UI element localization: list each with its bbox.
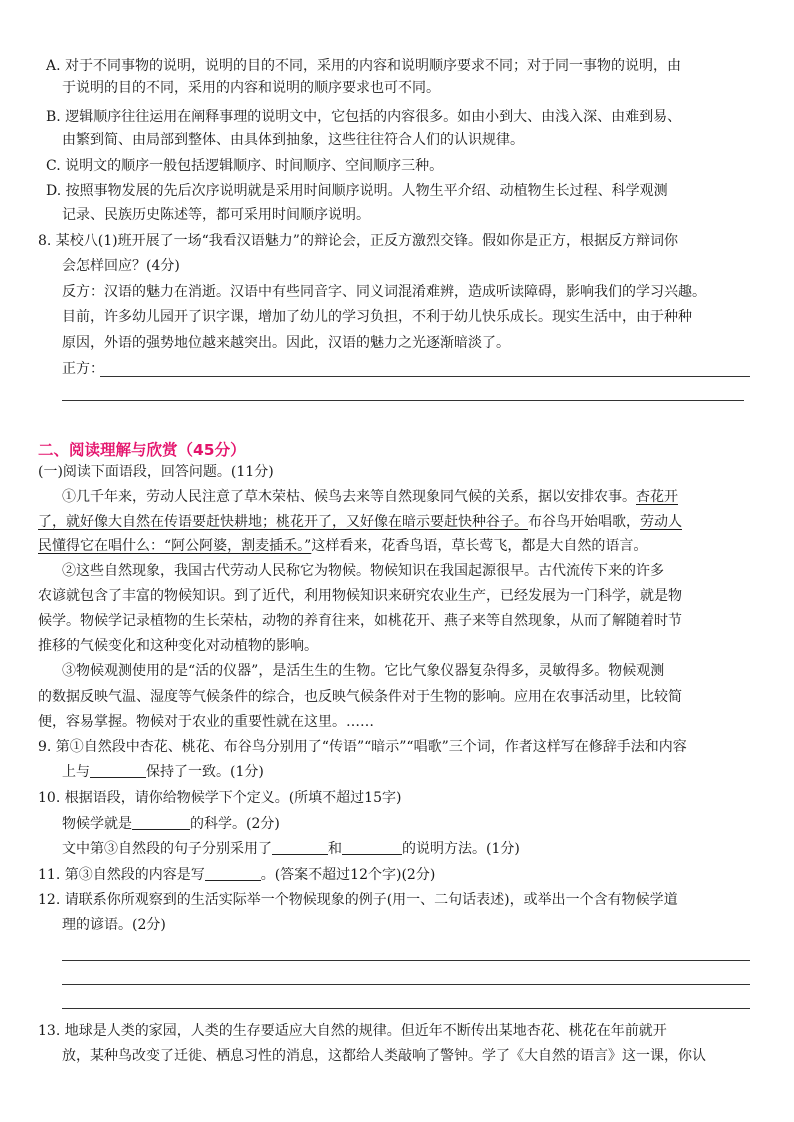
passage-p2-line3: 候学。物候学记录植物的生长荣枯，动物的养育往来，如桃花开、燕子来等自然现象，从而了解随着时节 — [38, 613, 682, 629]
q7-option-b-line2: 由繁到简、由局部到整体、由具体到抽象，这些往往符合人们的认识规律。 — [62, 132, 524, 148]
passage-p1-line3: 民懂得它在唱什么：“阿公阿婆，割麦插禾。”这样看来，花香鸟语，草长莺飞，都是大自然的语言。 — [38, 538, 648, 554]
passage-p1-line1: ①几千年来，劳动人民注意了草木荣枯、候鸟去来等自然现象同气候的关系，据以安排农事。杏花开 — [62, 489, 678, 505]
q12-line1: 12. 请联系你所观察到的生活实际举一个物候现象的例子(用一、二句话表述)，或举出一个含有物候学道 — [38, 892, 678, 908]
q11-blank[interactable] — [205, 866, 261, 881]
q12-answer-line-1[interactable] — [62, 960, 750, 961]
q8-opponent-line3: 原因，外语的强势地位越来越突出。因此，汉语的魅力之光逐渐暗淡了。 — [62, 335, 510, 351]
q10-method-blank-2[interactable] — [342, 840, 402, 855]
q8-opponent-line2: 目前，许多幼儿园开了识字课，增加了幼儿的学习负担，不利于幼儿快乐成长。现实生活中，由于种种 — [62, 309, 692, 325]
q8-opponent-line1: 反方：汉语的魅力在消逝。汉语中有些同音字、同义词混淆难辨，造成听读障碍，影响我们的学习兴趣。 — [62, 284, 706, 300]
q7-option-a-line2: 于说明的目的不同，采用的内容和说明的顺序要求也可不同。 — [62, 80, 440, 96]
q12-line2: 理的谚语。(2分) — [62, 917, 166, 933]
passage-p2-line4: 推移的气候变化和这种变化对动植物的影响。 — [38, 638, 318, 654]
q12-answer-line-3[interactable] — [62, 1008, 750, 1009]
underlined-sentence: 劳动人 — [640, 514, 682, 530]
passage-p2-line2: 农谚就包含了丰富的物候知识。到了近代，利用物候知识来研究农业生产，已经发展为一门科学，就是物 — [38, 588, 682, 604]
q10-line1: 10. 根据语段，请你给物候学下个定义。(所填不超过15字) — [38, 790, 402, 806]
section-title: 二、阅读理解与欣赏（45分） — [38, 441, 246, 459]
q8-proponent-label: 正方： — [62, 361, 104, 377]
passage-p2-line1: ②这些自然现象，我国古代劳动人民称它为物候。物候知识在我国起源很早。古代流传下来的许多 — [62, 563, 664, 579]
q9-line2: 上与 保持了一致。(1分) — [62, 764, 264, 780]
q7-option-d-line2: 记录、民族历史陈述等，都可采用时间顺序说明。 — [62, 207, 370, 223]
passage-p3-line2: 的数据反映气温、湿度等气候条件的综合，也反映气候条件对于生物的影响。应用在农事活动里，比较简 — [38, 689, 682, 705]
underlined-sentence: 了，就好像大自然在传语要赶快耕地；桃花开了，又好像在暗示要赶快种谷子。 — [38, 514, 528, 530]
q12-answer-line-2[interactable] — [62, 984, 750, 985]
q11-line: 11. 第③自然段的内容是写 。(答案不超过12个字)(2分) — [38, 867, 436, 883]
q13-line2: 放，某种鸟改变了迁徙、栖息习性的消息，这都给人类敲响了警钟。学了《大自然的语言》这一课，你认 — [62, 1048, 706, 1064]
q8-question-line2: 会怎样回应？(4分) — [62, 258, 180, 274]
passage-p3-line3: 便，容易掌握。物候对于农业的重要性就在这里。…… — [38, 714, 374, 730]
q8-question-line1: 8. 某校八(1)班开展了一场“我看汉语魅力”的辩论会，正反方激烈交锋。假如你是正方，根据反方辩词你 — [38, 233, 678, 249]
q7-option-c: C. 说明文的顺序一般包括逻辑顺序、时间顺序、空间顺序三种。 — [46, 158, 444, 174]
q13-line1: 13. 地球是人类的家园，人类的生存要适应大自然的规律。但近年不断传出某地杏花、桃花在年前就开 — [38, 1023, 667, 1039]
reading-intro: (一)阅读下面语段，回答问题。(11分) — [38, 464, 274, 480]
q10-line2: 物候学就是 的科学。(2分) — [62, 816, 280, 832]
q8-answer-line-2[interactable] — [62, 400, 744, 401]
underlined-sentence: 杏花开 — [636, 489, 678, 505]
q7-option-a-line1: A. 对于不同事物的说明，说明的目的不同，采用的内容和说明顺序要求不同；对于同一事物的说明，由 — [46, 58, 682, 74]
q10-method-blank-1[interactable] — [272, 840, 328, 855]
underlined-sentence: 民懂得它在唱什么：“阿公阿婆，割麦插禾。” — [38, 538, 312, 554]
passage-p3-line1: ③物候观测使用的是“活的仪器”，是活生生的生物。它比气象仪器复杂得多，灵敏得多。物候观测 — [62, 663, 665, 679]
q7-option-d-line1: D. 按照事物发展的先后次序说明就是采用时间顺序说明。人物生平介绍、动植物生长过程、科学观测 — [46, 183, 668, 199]
q9-blank[interactable] — [90, 763, 146, 778]
q8-answer-line-1[interactable] — [100, 376, 750, 377]
passage-p1-line2: 了，就好像大自然在传语要赶快耕地；桃花开了，又好像在暗示要赶快种谷子。布谷鸟开始唱歌，劳动人 — [38, 514, 682, 530]
q10-definition-blank[interactable] — [132, 815, 190, 830]
q7-option-b-line1: B. 逻辑顺序往往运用在阐释事理的说明文中，它包括的内容很多。如由小到大、由浅入深、由难到易、 — [46, 109, 682, 125]
q9-line1: 9. 第①自然段中杏花、桃花、布谷鸟分别用了“传语”“暗示”“唱歌”三个词，作者这样写在修辞手法和内容 — [38, 739, 687, 755]
q10-line3: 文中第③自然段的句子分别采用了 和 的说明方法。(1分) — [62, 841, 520, 857]
